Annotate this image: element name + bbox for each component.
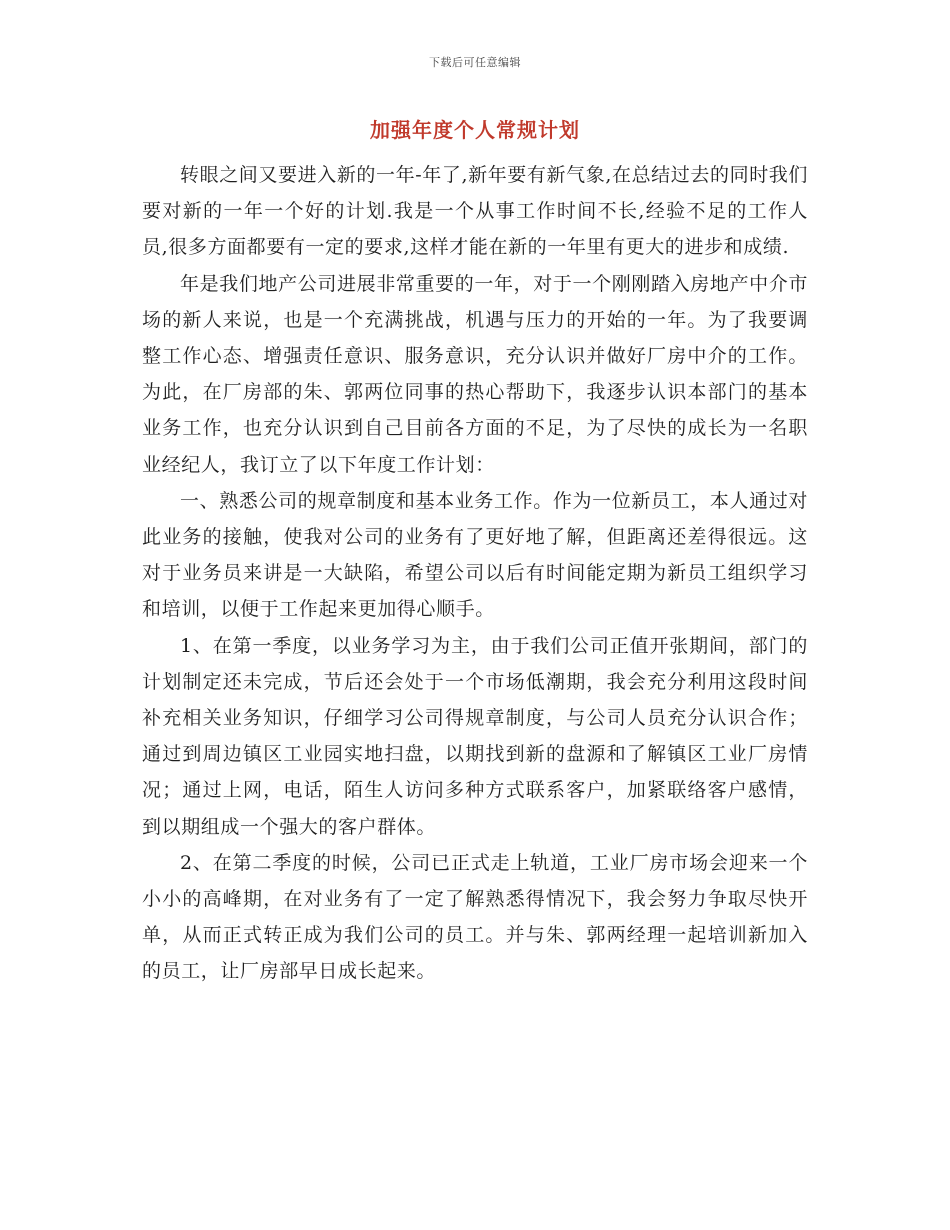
paragraph-quarter-one: 1、在第一季度，以业务学习为主，由于我们公司正值开张期间，部门的计划制定还未完成，节后还会处于一个市场低潮期，我会充分利用这段时间补充相关业务知识，仔细学习公司得规章制度，与公司人员充分认识合作；通过到周边镇区工业园实地扫盘，以期找到新的盘源和了解镇区工业厂房情况；通过上网，电话，陌生人访问多种方式联系客户，加紧联络客户感情，到以期组成一个强大的客户群体。 [142,634,808,838]
paragraph-section-one: 一、熟悉公司的规章制度和基本业务工作。作为一位新员工，本人通过对此业务的接触，使我对公司的业务有了更好地了解，但距离还差得很远。这对于业务员来讲是一大缺陷，希望公司以后有时间能定期为新员工组织学习和培训，以便于工作起来更加得心顺手。 [142,489,808,621]
document-body [142,157,808,990]
header-note: 下载后可任意编辑 [429,56,521,69]
paragraph-quarter-two: 2、在第二季度的时候，公司已正式走上轨道，工业厂房市场会迎来一个小小的高峰期，在对业务有了一定了解熟悉得情况下，我会努力争取尽快开单，从而正式转正成为我们公司的员工。并与朱、郭两经理一起培训新加入的员工，让厂房部早日成长起来。 [142,851,808,983]
document-title: 加强年度个人常规计划 [370,118,580,142]
paragraph-background: 年是我们地产公司进展非常重要的一年，对于一个刚刚踏入房地产中介市场的新人来说，也是一个充满挑战，机遇与压力的开始的一年。为了我要调整工作心态、增强责任意识、服务意识，充分认识并做好厂房中介的工作。为此，在厂房部的朱、郭两位同事的热心帮助下，我逐步认识本部门的基本业务工作，也充分认识到自己目前各方面的不足，为了尽快的成长为一名职业经纪人，我订立了以下年度工作计划： [142,272,808,476]
paragraph-intro: 转眼之间又要进入新的一年-年了,新年要有新气象,在总结过去的同时我们要对新的一年一个好的计划.我是一个从事工作时间不长,经验不足的工作人员,很多方面都要有一定的要求,这样才能在新的一年里有更大的进步和成绩. [142,164,808,259]
